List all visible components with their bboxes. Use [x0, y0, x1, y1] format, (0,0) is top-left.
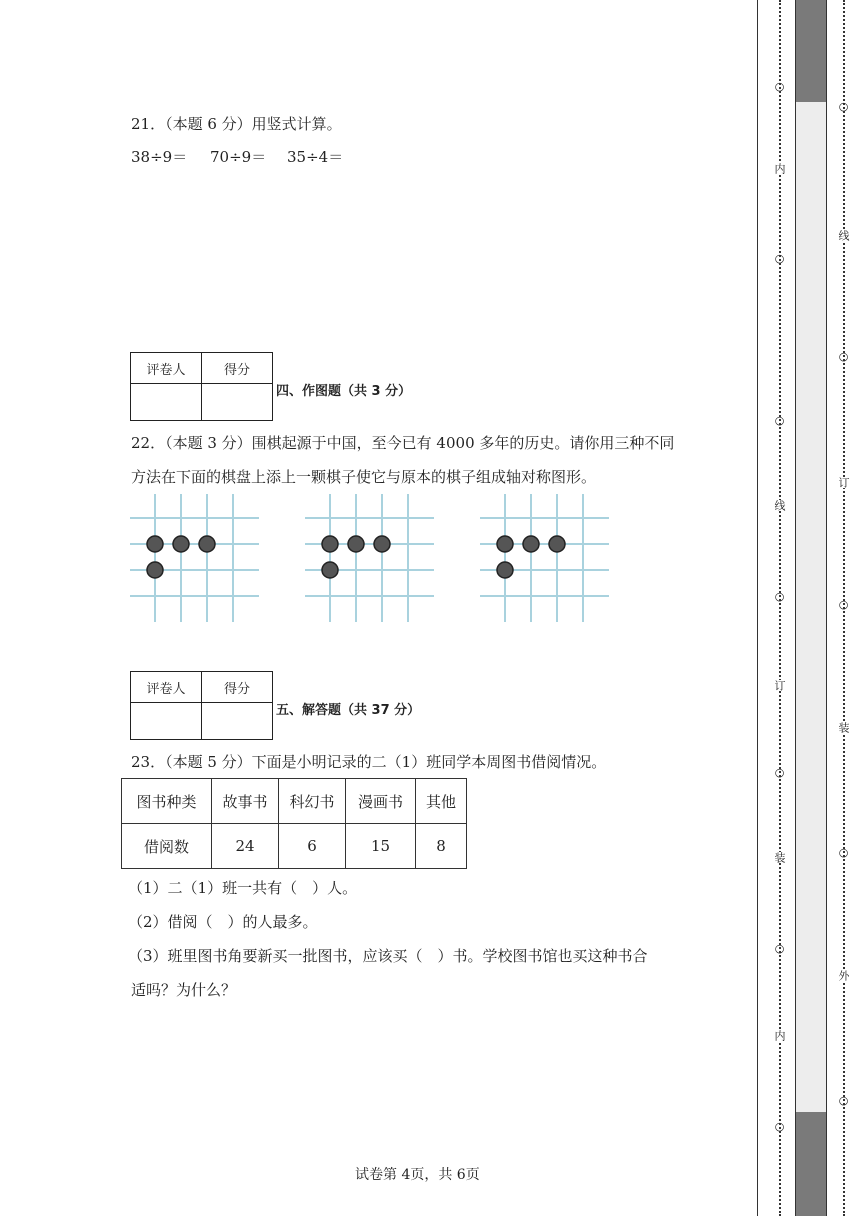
q23-stem: 23．（本题 5 分）下面是小明记录的二（1）班同学本周图书借阅情况。: [131, 753, 607, 771]
q23-sub3-line1: （3）班里图书角要新买一批图书，应该买（ ）书。学校图书馆也买这种书合: [128, 947, 648, 965]
page-footer: 试卷第 4页，共 6页: [355, 1167, 480, 1183]
score-field[interactable]: [202, 703, 273, 740]
score-box-section5: [130, 671, 273, 740]
q21-expr-2: 70÷9＝: [210, 148, 267, 166]
gray-binding-band: [795, 0, 827, 1216]
table-header-cell: 图书种类: [122, 779, 212, 824]
go-stone: [374, 536, 390, 552]
grader-label: 评卷人: [131, 353, 202, 384]
inner-label-2: 线: [773, 500, 786, 511]
table-cell: 24: [212, 824, 279, 869]
section4-title: 四、作图题（共 3 分）: [276, 384, 412, 399]
table-header-cell: 故事书: [212, 779, 279, 824]
inner-circle: ○: [773, 252, 786, 265]
inner-circle: ○: [773, 766, 786, 779]
table-header-row: [122, 779, 467, 824]
go-stone: [348, 536, 364, 552]
go-stone: [147, 536, 163, 552]
inner-circle: ○: [773, 80, 786, 93]
band-dark-top: [796, 0, 826, 102]
score-label: 得分: [202, 672, 273, 703]
go-stone: [523, 536, 539, 552]
inner-circle: ○: [773, 414, 786, 427]
borrow-table: [121, 778, 467, 869]
go-stone: [322, 562, 338, 578]
inner-circle: ○: [773, 1120, 786, 1133]
table-cell: 15: [346, 824, 416, 869]
q21-expr-1: 38÷9＝: [131, 148, 188, 166]
table-cell: 6: [279, 824, 346, 869]
outer-circle: ○: [837, 598, 850, 611]
inner-circle: ○: [773, 942, 786, 955]
grader-field[interactable]: [131, 703, 202, 740]
outer-label-4: 外: [837, 970, 850, 981]
go-stone: [199, 536, 215, 552]
go-stone: [147, 562, 163, 578]
go-stone: [497, 536, 513, 552]
score-field[interactable]: [202, 384, 273, 421]
q22-line2: 方法在下面的棋盘上添上一颗棋子使它与原本的棋子组成轴对称图形。: [131, 468, 597, 486]
table-row: [122, 824, 467, 869]
q23-sub3-line2: 适吗？为什么？: [131, 981, 237, 999]
outer-binding-strip: [826, 0, 860, 1216]
q23-sub2: （2）借阅（ ）的人最多。: [128, 913, 318, 931]
go-board-2[interactable]: [303, 492, 437, 624]
q22-line1: 22．（本题 3 分）围棋起源于中国，至今已有 4000 多年的历史。请你用三种不同: [131, 434, 675, 452]
band-dark-bottom: [796, 1112, 826, 1216]
outer-label-3: 装: [837, 722, 850, 733]
outer-circle: ○: [837, 100, 850, 113]
score-label: 得分: [202, 353, 273, 384]
outer-label-1: 线: [837, 230, 850, 241]
outer-circle: ○: [837, 350, 850, 363]
table-cell: 借阅数: [122, 824, 212, 869]
grader-field[interactable]: [131, 384, 202, 421]
section5-title: 五、解答题（共 37 分）: [276, 703, 421, 718]
go-stone: [549, 536, 565, 552]
q23-sub1: （1）二（1）班一共有（ ）人。: [128, 879, 358, 897]
table-header-cell: 漫画书: [346, 779, 416, 824]
inner-binding-strip: [757, 0, 793, 1216]
table-header-cell: 其他: [416, 779, 467, 824]
table-cell: 8: [416, 824, 467, 869]
go-stone: [497, 562, 513, 578]
inner-label-4: 装: [773, 852, 786, 863]
go-board-1[interactable]: [128, 492, 262, 624]
inner-circle: ○: [773, 590, 786, 603]
go-board-3[interactable]: [478, 492, 612, 624]
outer-label-2: 订: [837, 477, 850, 488]
inner-label-5: 内: [773, 1030, 786, 1041]
score-box-section4: [130, 352, 273, 421]
grader-label: 评卷人: [131, 672, 202, 703]
go-stone: [173, 536, 189, 552]
inner-border-line: [757, 0, 758, 1216]
inner-label-1: 内: [773, 163, 786, 174]
inner-label-3: 订: [773, 680, 786, 691]
table-header-cell: 科幻书: [279, 779, 346, 824]
q21-stem: 21．（本题 6 分）用竖式计算。: [131, 115, 342, 133]
outer-circle: ○: [837, 1094, 850, 1107]
q21-expr-3: 35÷4＝: [287, 148, 344, 166]
go-stone: [322, 536, 338, 552]
outer-circle: ○: [837, 846, 850, 859]
